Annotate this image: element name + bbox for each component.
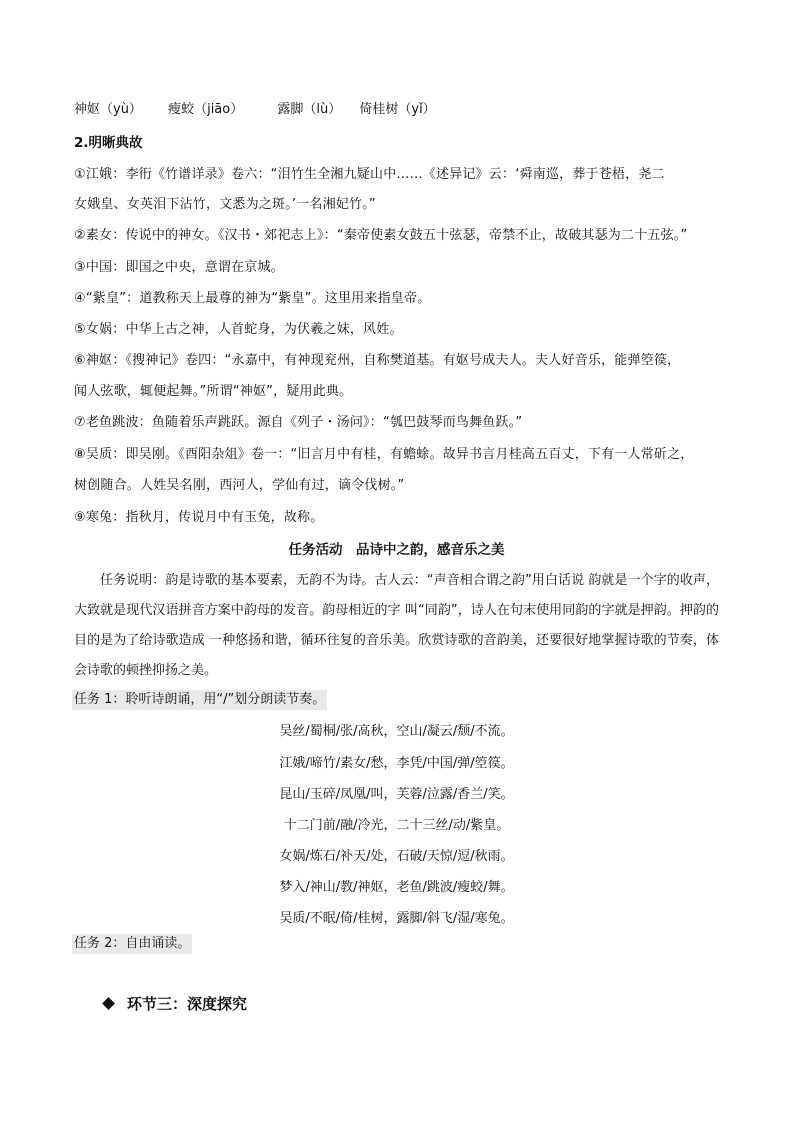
- task-description: 任务说明：韵是诗歌的基本要素，无韵不为诗。古人云：“声音相合谓之韵”用白话说 韵就是一个字的收声，大致就是现代汉语拼音方案中韵母的发音。韵母相近的字 叫“同韵”，诗人在句末使用同韵的字就是押韵。押韵的目的是为了给诗歌造成 一种悠扬和谐，循环往复的音乐美。欣赏诗歌的音韵美，还要很好地掌握诗歌的节奏，体会诗歌的顿挫抑扬之美。: [74, 573, 719, 678]
- note-line: ⑤女娲：中华上古之神，人首蛇身，为伏羲之妹，风姓。: [74, 322, 403, 337]
- note-line: ⑧吴质：即吴刚。《酉阳杂俎》卷一：“旧言月中有桂，有蟾蜍。故异书言月桂高五百丈，下有一人常斫之，: [74, 447, 694, 462]
- poem-line: 吴丝/蜀桐/张/高秋，空山/凝云/颓/不流。: [279, 724, 514, 739]
- activity-title: 任务活动 品诗中之韵，感音乐之美: [288, 542, 505, 558]
- task-2-label: 任务 2：自由诵读。: [72, 934, 192, 954]
- section-heading: [104, 993, 247, 1015]
- note-line: ③中国：即国之中央，意谓在京城。: [74, 260, 284, 275]
- section-title: 环节三：深度探究: [127, 995, 248, 1013]
- pronunciation-item: 神妪（yù）: [74, 102, 142, 117]
- allusions-heading: 2.明晰典故: [74, 135, 143, 151]
- poem-line: 吴质/不眠/倚/桂树，露脚/斜飞/湿/寒兔。: [279, 911, 514, 926]
- poem-line: 十二门前/融/冷光，二十三丝/动/紫皇。: [283, 818, 510, 833]
- note-line: ⑦老鱼跳波：鱼随着乐声跳跃。源自《列子・汤问》：“瓠巴鼓琴而鸟舞鱼跃。”: [74, 415, 523, 430]
- poem-line: 女娲/炼石/补天/处，石破/天惊/逗/秋雨。: [279, 849, 514, 864]
- pronunciation-item: 瘦蛟（jiāo）: [168, 102, 244, 117]
- diamond-bullet-icon: [102, 997, 115, 1010]
- task-1-label: 任务 1：聆听诗朗诵，用“/”划分朗读节奏。: [72, 690, 327, 710]
- pronunciation-item: 露脚（lù）: [277, 102, 342, 117]
- pronunciation-item: 倚桂树（yǐ）: [359, 102, 436, 117]
- note-line: 女娥皇、女英泪下沾竹，文悉为之斑。’一名湘妃竹。”: [74, 197, 376, 212]
- note-line: ①江娥：李衎《竹谱详录》卷六：“泪竹生全湘九疑山中……《述异记》云：‘舜南巡，葬于苍梧，尧二: [74, 167, 665, 182]
- poem-line: 昆山/玉碎/凤凰/叫，芙蓉/泣露/香兰/笑。: [279, 787, 514, 802]
- note-line: ⑥神妪：《搜神记》卷四：“永嘉中，有神现兖州，自称樊道基。有妪号成夫人。夫人好音乐，能弹箜篌，: [74, 353, 681, 368]
- poem-line: 江娥/啼竹/素女/愁，李凭/中国/弹/箜篌。: [279, 756, 514, 771]
- note-line: ④“紫皇”：道教称天上最尊的神为“紫皇”。这里用来指皇帝。: [74, 291, 431, 306]
- note-line: 闻人弦歌，辄便起舞。”所谓“神妪”，疑用此典。: [74, 384, 353, 399]
- pronunciation-line: [74, 100, 436, 120]
- note-line: ⑨寒兔：指秋月，传说月中有玉兔，故称。: [74, 510, 324, 525]
- poem-line: 梦入/神山/教/神妪，老鱼/跳波/瘦蛟/舞。: [279, 880, 514, 895]
- note-line: ②素女：传说中的神女。《汉书・郊祀志上》：“秦帝使素女鼓五十弦瑟，帝禁不止，故破其瑟为二十五弦。”: [74, 228, 688, 243]
- note-line: 树创随合。人姓吴名刚，西河人，学仙有过，谪令伐树。”: [74, 478, 405, 493]
